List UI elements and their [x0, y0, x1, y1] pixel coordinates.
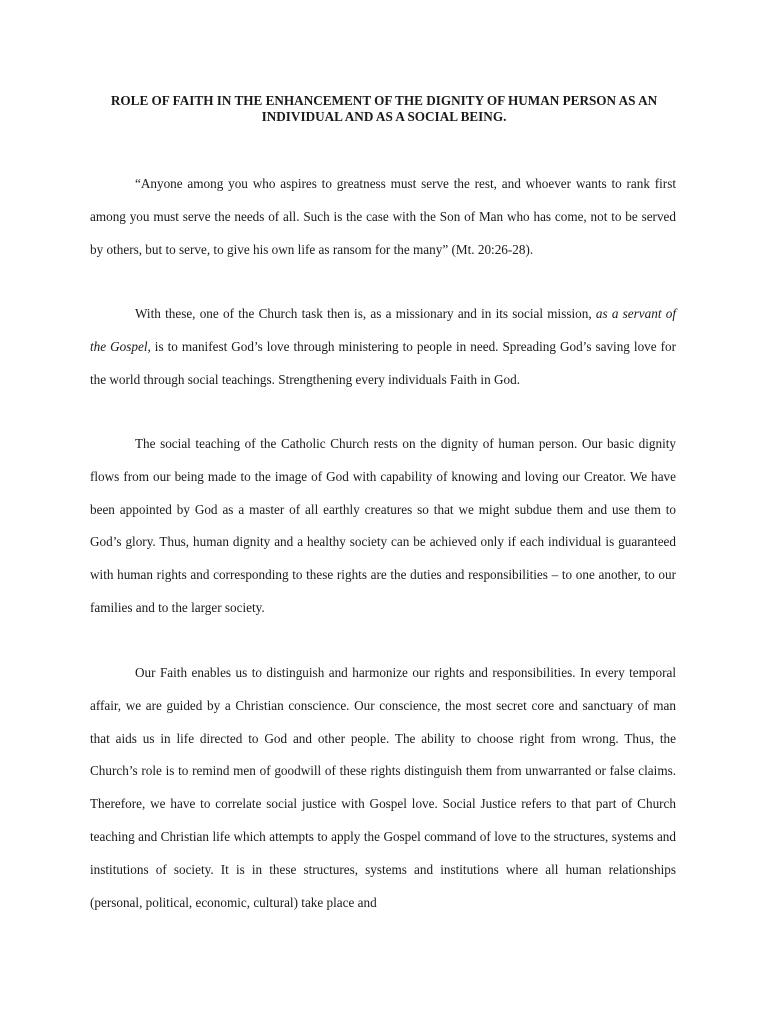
paragraph-faith-conscience: Our Faith enables us to distinguish and harmonize our rights and responsibilities. In every temporal affair, we are guided by a Christian conscience. Our conscience, the most secret core and sanctuary of man that aids us in life directed to God and other people. The ability to choose right from wrong. Thus, the Church’s role is to remind men of goodwill of these rights distinguish them from unwarranted or false claims. Therefore, we have to correlate social justice with Gospel love. Social Justice refers to that part of Church teaching and Christian life which attempts to apply the Gospel command of love to the structures, systems and institutions of society. It is in these structures, systems and institutions where all human relationships (personal, political, economic, cultural) take place and [90, 665, 676, 910]
document-title: ROLE OF FAITH IN THE ENHANCEMENT OF THE DIGNITY OF HUMAN PERSON AS AN INDIVIDUAL AND AS A SOCIAL BEING. [110, 93, 658, 124]
paragraph-church-task [90, 298, 676, 396]
paragraph-scripture-quote: “Anyone among you who aspires to greatness must serve the rest, and whoever wants to rank first among you must serve the needs of all. Such is the case with the Son of Man who has come, not to be served by others, but to serve, to give his own life as ransom for the many” (Mt. 20:26-28). [90, 176, 676, 257]
paragraph-church-task-italic: as a servant of the Gospel, [90, 306, 676, 354]
paragraph-church-task-text-end: is to manifest God’s love through ministering to people in need. Spreading God’s saving love for the world through social teachings. Strengthening every individuals Faith in God. [90, 338, 676, 387]
paragraph-social-teaching: The social teaching of the Catholic Church rests on the dignity of human person. Our basic dignity flows from our being made to the image of God with capability of knowing and loving our Creator. We have been appointed by God as a master of all earthly creatures so that we might subdue them and use them to God’s glory. Thus, human dignity and a healthy society can be achieved only if each individual is guaranteed with human rights and corresponding to these rights are the duties and responsibilities – to one another, to our families and to the larger society. [90, 436, 676, 615]
paragraph-church-task-text-start: With these, one of the Church task then is, as a missionary and in its social mission, [135, 306, 596, 321]
